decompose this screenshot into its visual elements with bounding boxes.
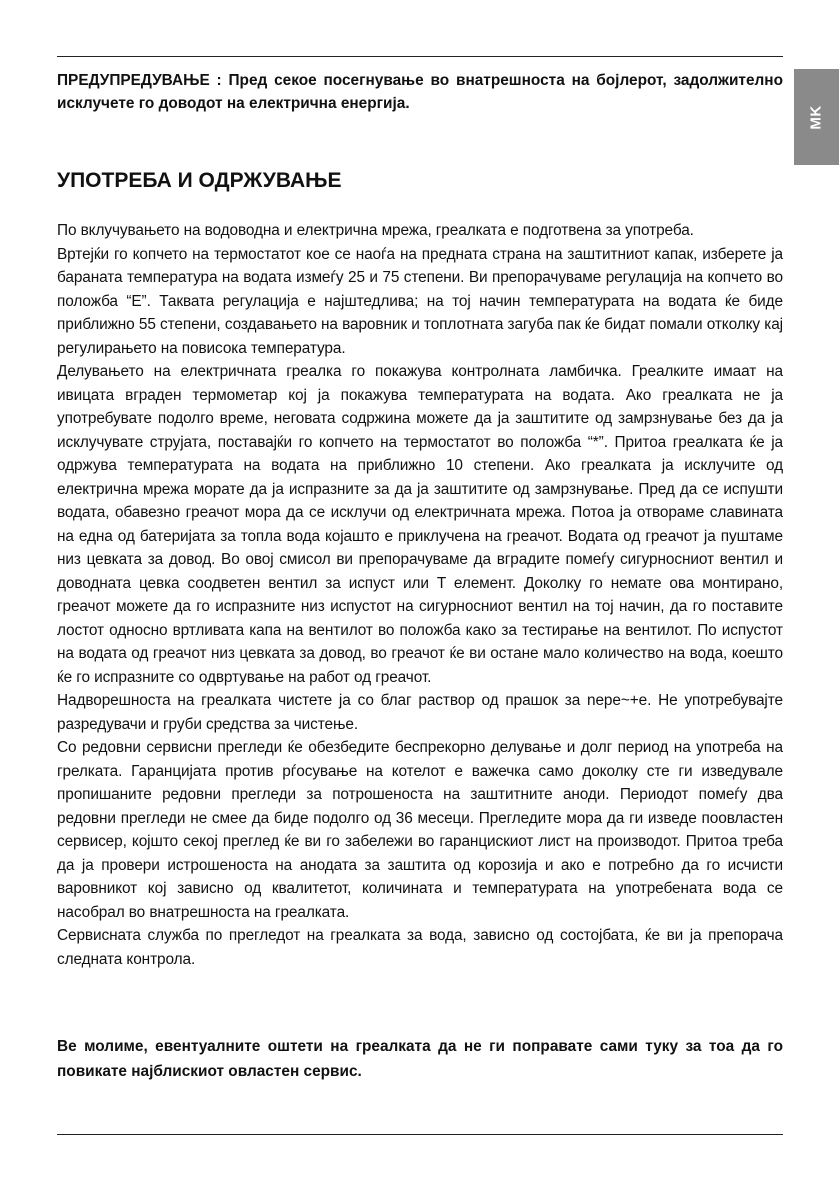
body-text: [57, 219, 783, 971]
paragraph-service: Со редовни сервисни прегледи ќе обезбедите беспрекорно делување и долг период на употреба на грелката. Гаранцијата против рѓосување на котелот е важечка само доколку сте ги изведувале пропишаните редовни прегледи за потрошеноста на заштитните аноди. Периодот помеѓу два редовни прегледи не смее да биде подолго од 36 месеци. Прегледите мора да ги изведе поовластен сервисер, којшто секој преглед ќе ви го забележи во гаранцискиот лист на производот. Притоа треба да ја провери истрошеноста на анодата за заштита од корозија и ако е потребно да го исчисти варовникот кој зависно од квалитетот, количината и температурата на употребената вода се насобрал во внатрешноста на греалката.: [57, 739, 783, 921]
bottom-divider: [57, 1134, 783, 1135]
paragraph-intro: По вклучувањето на водоводна и електрична мрежа, греалката е подготвена за употреба.: [57, 222, 694, 239]
warning-notice: ПРЕДУПРЕДУВАЊЕ : Пред секое посегнување во внатрешноста на бојлерот, задолжително исклучете го доводот на електрична енергија.: [57, 72, 783, 112]
language-tab-label: MK: [807, 104, 825, 130]
top-divider: [57, 56, 783, 57]
language-tab: [794, 69, 839, 165]
paragraph-thermostat: Вртејќи го копчето на термостатот кое се наоѓа на предната страна на заштитниот капак, изберете ја бараната температура на водата измеѓу 25 и 75 степени. Ви препорачуваме регулација на копчето во положба “E”. Таквата регулација е најштедлива; на тој начин температурата на водата ќе биде приближно 55 степени, создавањето на варовник и топлотната загуба пак ќе бидат помали отколку кај регулирањето на повисока температура.: [57, 245, 783, 357]
paragraph-inspection: Сервисната служба по прегледот на греалката за вода, зависно од состојбата, ќе ви ја препорача следната контрола.: [57, 927, 783, 968]
closing-notice: Ве молиме, евентуалните оштети на греалката да не ги поправате сами туку за тоа да го повикате најблискиот овластен сервис.: [57, 1038, 783, 1080]
paragraph-operation: Делувањето на електричната греалка го покажува контролната ламбичка. Греалките имаат на ивицата вграден термометар кој ја покажува температурата на водата. Ако греалката не ја употребувате подолго време, неговата содржина можете да ја заштитите од замрзнување без да ја исклучувате струјата, поставајќи го копчето на термостатот во положба “*”. Притоа греалката ќе ја одржува температурата на водата на приближно 10 степени. Ако греалката ја исклучите од електрична мрежа морате да ја испразните за да ја заштитите од замрзнување. Пред да се испушти водата, обавезно греачот мора да се исклучи од електричната мрежа. Потоа ја отвораме славината на една од батеријата за топла вода којашто е приклучена на греачот. Водата од греачот ја пуштаме низ цевката за довод. Во овој смисол ви препорачуваме да вградите помеѓу сигурносниот вентил и доводната цевка соодветен вентил за испуст или T елемент. Доколку го немате ова монтирано, греачот можете да го испразните низ испустот на сигурносниот вентил на тој начин, да го поставите лостот односно вртливата капа на вентилот во положба како за тестирање на вентилот. По испустот на водата од греачот низ цевката за довод, во греачот ќе ви остане мало количество на вода, коешто ќе го испразните со одвртување на работ од греачот.: [57, 363, 783, 686]
section-heading: УПОТРЕБА И ОДРЖУВАЊЕ: [57, 169, 342, 192]
paragraph-cleaning: Надворешноста на греалката чистете ја со благ раствор од прашок за nepe~+e. Не употребувајте разредувачи и груби средства за чистење.: [57, 692, 783, 733]
